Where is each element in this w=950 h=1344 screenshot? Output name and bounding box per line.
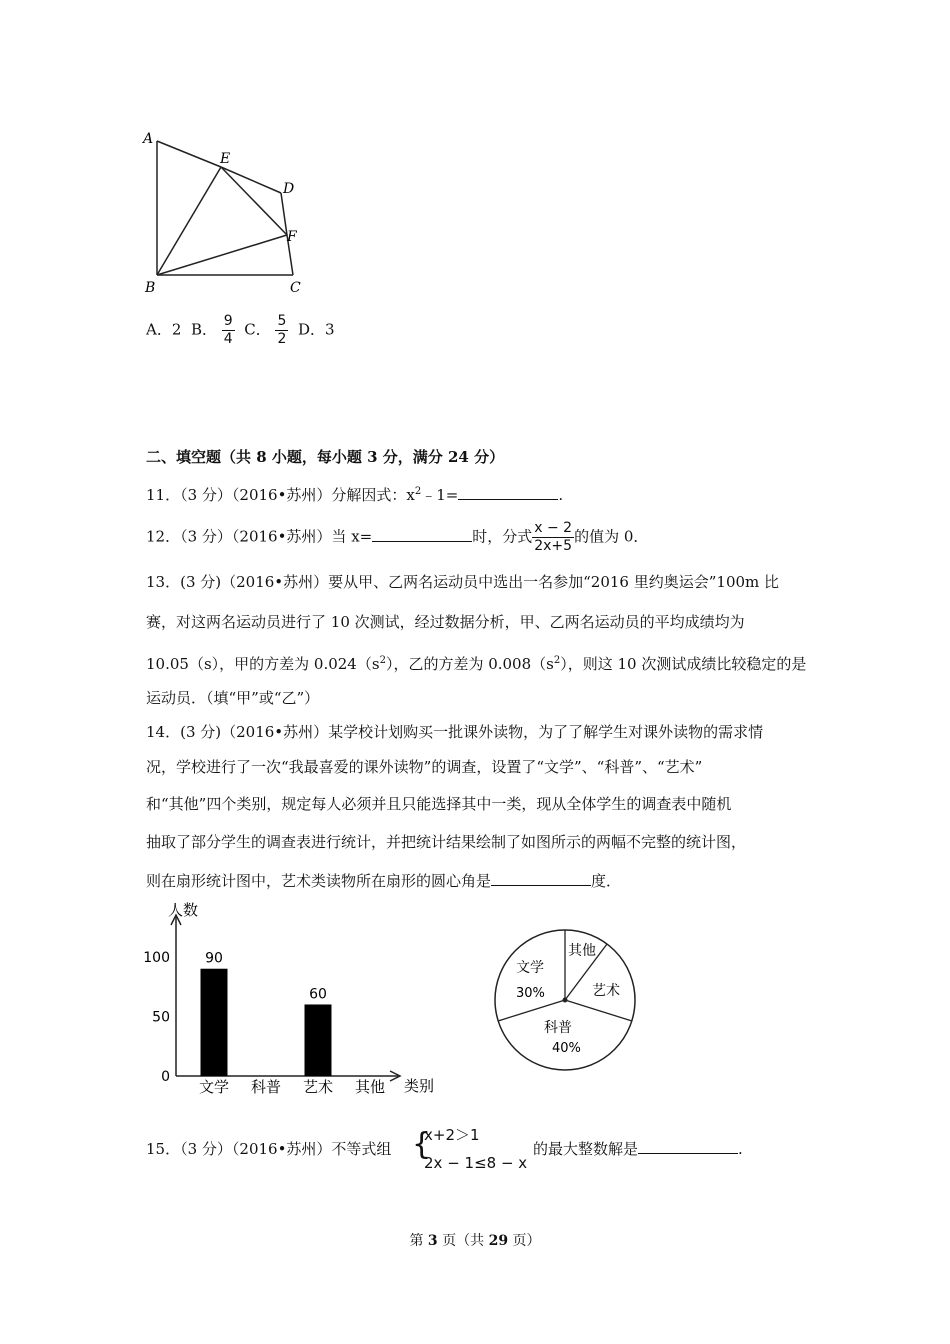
x-category-label: 文学 <box>198 1078 230 1096</box>
bar <box>305 1004 332 1076</box>
q12-text: 12．（3 分）（2016•苏州）当 x= <box>146 527 373 546</box>
bar-value-label: 60 <box>309 986 327 1003</box>
y-axis-label: 人数 <box>168 901 199 919</box>
question-14-line-3: 和“其他”四个类别，规定每人必须并且只能选择其中一类，现从全体学生的调查表中随机 <box>146 795 732 813</box>
vertex-label-a: A <box>143 131 154 147</box>
footer-mid: 页（共 <box>442 1233 485 1249</box>
current-page-number: 3 <box>427 1233 438 1249</box>
y-tick-label: 100 <box>143 949 170 966</box>
slice-label-science: 科普 <box>544 1020 572 1036</box>
x-category-label: 其他 <box>354 1078 386 1096</box>
inequality-system <box>424 1121 527 1177</box>
q11-text: 11．（3 分）（2016•苏州）分解因式：x <box>146 486 415 504</box>
question-14-line-1: 14．(3 分)（2016•苏州）某学校计划购买一批课外读物，为了了解学生对课外读物的需求情 <box>146 723 764 741</box>
footer-post: 页） <box>512 1233 541 1249</box>
q15-text: 15．（3 分）（2016•苏州）不等式组 <box>146 1140 392 1158</box>
question-13-line-1: 13．(3 分)（2016•苏州）要从甲、乙两名运动员中选出一名参加“2016 里约奥运会”100m 比 <box>146 573 780 591</box>
question-13-line-4: 运动员．（填“甲”或“乙”） <box>146 689 320 707</box>
question-13-line-2: 赛，对这两名运动员进行了 10 次测试，经过数据分析，甲、乙两名运动员的平均成绩均为 <box>146 613 745 631</box>
geometry-figure <box>135 125 315 300</box>
option-a: A．2 <box>146 320 182 339</box>
answer-blank[interactable] <box>458 485 558 500</box>
vertex-label-b: B <box>145 280 156 296</box>
q14-end: 度． <box>591 872 622 890</box>
q11-end: . <box>558 486 564 504</box>
slice-label-literature: 文学 <box>516 960 544 976</box>
question-12 <box>146 520 648 555</box>
vertex-label-e: E <box>220 151 231 167</box>
pie-chart <box>480 915 650 1085</box>
q13-text-a: 10.05（s），甲的方差为 0.024（s <box>146 655 380 673</box>
q12-fraction: $\frac{x - 2}{2x+5}$ <box>534 520 573 554</box>
inequality-2: 2x − 1≤8 − x <box>424 1154 528 1172</box>
y-tick-label: 50 <box>152 1009 170 1026</box>
question-14-line-4: 抽取了部分学生的调查表进行统计，并把统计结果绘制了如图所示的两幅不完整的统计图， <box>146 833 747 851</box>
q14-text: 则在扇形统计图中，艺术类读物所在扇形的圆心角是 <box>146 872 492 890</box>
y-tick-label: 0 <box>161 1069 170 1085</box>
vertex-label-d: D <box>283 181 295 197</box>
pie-center <box>563 998 568 1003</box>
option-b-prefix: B． <box>190 320 217 339</box>
option-c-fraction: $\frac{5}{2}$ <box>277 313 287 347</box>
q12-end: 的值为 0． <box>574 527 649 546</box>
q13-sup-2: 2 <box>553 655 561 666</box>
q12-mid: 时，分式 <box>472 527 533 546</box>
bar-chart <box>140 895 450 1105</box>
total-page-number: 29 <box>488 1233 509 1249</box>
question-15-suffix <box>533 1138 743 1159</box>
x-axis-label: 类别 <box>404 1077 435 1095</box>
q11-exponent: 2 <box>414 486 422 497</box>
q11-text-suffix: ﹣1= <box>421 486 459 504</box>
q10-options <box>146 313 335 348</box>
option-c-prefix: C． <box>244 320 271 339</box>
vertex-label-c: C <box>290 280 301 296</box>
answer-blank[interactable] <box>491 871 591 886</box>
q13-text-b: ），乙的方差为 0.008（s <box>385 655 554 673</box>
slice-percent-science: 40% <box>552 1041 581 1056</box>
option-b-fraction: $\frac{9}{4}$ <box>223 313 233 347</box>
vertex-label-f: F <box>287 229 297 245</box>
bar <box>201 969 228 1076</box>
question-14-line-5 <box>146 871 621 891</box>
x-category-label: 科普 <box>250 1078 282 1096</box>
footer-pre: 第 <box>409 1233 424 1249</box>
question-15 <box>146 1138 391 1159</box>
q15-suffix-text: 的最大整数解是 <box>533 1140 639 1158</box>
answer-blank[interactable] <box>372 527 472 542</box>
page-footer <box>0 1230 950 1250</box>
x-category-label: 艺术 <box>302 1078 334 1096</box>
question-14-line-2: 况，学校进行了一次“我最喜爱的课外读物”的调查，设置了“文学”、“科普”、“艺术” <box>146 758 703 776</box>
brace: { <box>412 1127 432 1162</box>
question-11 <box>146 482 563 505</box>
slice-label-art: 艺术 <box>592 983 620 999</box>
slice-percent-literature: 30% <box>516 986 545 1001</box>
inequality-1: x+2＞1 <box>424 1126 480 1144</box>
q15-end: . <box>738 1140 743 1158</box>
slice-label-other: 其他 <box>568 943 596 959</box>
q13-text-c: ），则这 10 次测试成绩比较稳定的是 <box>560 655 807 673</box>
option-d: D．3 <box>297 320 335 339</box>
bar-value-label: 90 <box>205 950 223 967</box>
question-13-line-3 <box>146 651 806 674</box>
q13-sup-1: 2 <box>379 655 386 666</box>
answer-blank[interactable] <box>638 1139 738 1154</box>
section-heading: 二、填空题（共 8 小题，每小题 3 分，满分 24 分） <box>146 448 505 466</box>
